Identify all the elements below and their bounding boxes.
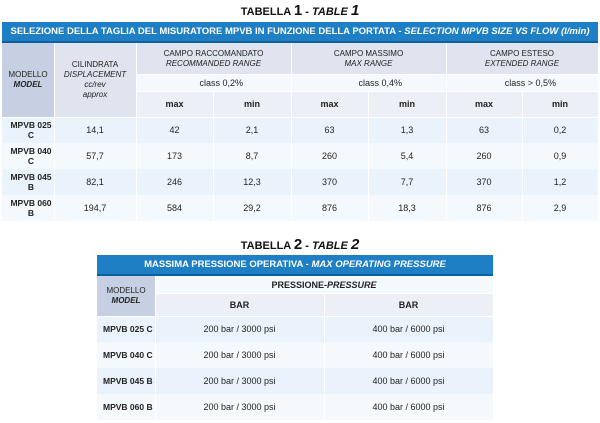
table1-class-max	[291, 74, 446, 91]
t1-vline	[446, 43, 447, 221]
table2-title-it: TABELLA	[240, 240, 291, 252]
col-rec-max: max	[136, 91, 213, 117]
t1-vline	[522, 91, 523, 221]
table2-pressure-label-en: PRESSURE	[327, 279, 377, 290]
t1-hline	[2, 117, 598, 118]
table1-title-en: TABLE	[312, 6, 348, 18]
table2-header-en: MAX OPERATING PRESSURE	[311, 259, 446, 270]
table1-model-label-it: MODELLO	[8, 70, 48, 79]
table2-cell-p2: 400 bar / 6000 psi	[324, 368, 493, 394]
table1-cell-rec-min: 8,7	[213, 143, 291, 169]
class-recommended-label: class 0,2%	[199, 77, 243, 88]
table1-cell-rec-max: 584	[136, 195, 213, 221]
table2-cell-p1: 200 bar / 3000 psi	[155, 342, 324, 368]
table1-cell-rec-min: 29,2	[213, 195, 291, 221]
table2-model-header	[97, 276, 155, 316]
table2-model-label-en: MODEL	[111, 296, 141, 305]
table1-cell-ext-max: 370	[446, 169, 522, 195]
col-ext-max: max	[446, 91, 522, 117]
table2-title	[0, 236, 600, 253]
table2-col1-header: BAR	[155, 293, 324, 316]
table1-cell-model: MPVB 040 C	[2, 143, 54, 169]
table1-disp-label-en: DISPLACEMENT	[63, 70, 127, 79]
table2-model-label-it: MODELLO	[106, 286, 146, 295]
group-max-label-it: CAMPO MASSIMO	[333, 48, 404, 58]
t2-hline	[97, 316, 493, 317]
table2-cell-p1: 200 bar / 3000 psi	[155, 394, 324, 420]
group-recommended-label-en: RECOMMANDED RANGE	[165, 58, 262, 68]
table1-header-it: SELEZIONE DELLA TAGLIA DEL MISURATORE MPVB IN FUNZIONE DELLA PORTATA	[10, 26, 396, 37]
table2-title-num: 2	[293, 236, 303, 253]
table1-title-it: TABELLA	[240, 6, 291, 18]
table1-cell-ext-min: 0,9	[522, 143, 598, 169]
t2-hline	[155, 293, 493, 294]
table1-model-label-en: MODEL	[13, 80, 43, 89]
table1-displacement-header	[54, 43, 136, 117]
table1-cell-mx-max: 370	[291, 169, 368, 195]
t1-vline	[213, 91, 214, 221]
t1-vline	[54, 43, 55, 221]
group-extended-label-it: CAMPO ESTESO	[489, 48, 554, 58]
table1-cell-model: MPVB 045 B	[2, 169, 54, 195]
t1-vline	[291, 43, 292, 221]
table1-cell-mx-min: 5,4	[368, 143, 446, 169]
table1-title-sep: -	[302, 6, 313, 18]
table2-pressure-header	[155, 276, 493, 293]
table1-group-recommended	[136, 43, 291, 74]
table1-cell-ext-min: 2,9	[522, 195, 598, 221]
t2-vline	[324, 293, 325, 420]
t1-vline	[136, 43, 137, 221]
table1-cell-disp: 82,1	[54, 169, 136, 195]
table1-cell-disp: 57,7	[54, 143, 136, 169]
table1-model-header	[2, 43, 54, 117]
table1-cell-mx-max: 63	[291, 117, 368, 143]
col-max-max: max	[291, 91, 368, 117]
table2-title-num-en: 2	[350, 236, 360, 253]
table2-cell-p2: 400 bar / 6000 psi	[324, 342, 493, 368]
table1-cell-ext-min: 0,2	[522, 117, 598, 143]
table1-cell-mx-min: 7,7	[368, 169, 446, 195]
table2-cell-model: MPVB 045 B	[97, 368, 155, 394]
table1-cell-ext-max: 260	[446, 143, 522, 169]
table2-cell-p2: 400 bar / 6000 psi	[324, 394, 493, 420]
table1-group-max	[291, 43, 446, 74]
t2-vline	[155, 276, 156, 420]
table2-header-sep: -	[303, 259, 312, 270]
table1-cell-mx-max: 876	[291, 195, 368, 221]
table1-cell-model: MPVB 025 C	[2, 117, 54, 143]
table1-cell-disp: 14,1	[54, 117, 136, 143]
table2-cell-p1: 200 bar / 3000 psi	[155, 368, 324, 394]
table1-title-num-en: 1	[350, 2, 360, 19]
table2-pressure-label-it: PRESSIONE	[271, 279, 324, 290]
t1-hline	[136, 74, 598, 75]
table2-cell-model: MPVB 040 C	[97, 342, 155, 368]
table1-cell-mx-max: 260	[291, 143, 368, 169]
table1-cell-mx-min: 1,3	[368, 117, 446, 143]
col-ext-min: min	[522, 91, 598, 117]
col-rec-min: min	[213, 91, 291, 117]
table1-class-extended	[446, 74, 598, 91]
table1-disp-unit: cc/rev	[84, 80, 106, 89]
class-max-label: class 0,4%	[358, 77, 402, 88]
table1-cell-mx-min: 18,3	[368, 195, 446, 221]
table1-header-bar: SELEZIONE DELLA TAGLIA DEL MISURATORE MPVB IN FUNZIONE DELLA PORTATA - SELECTION MPVB SIZE VS FLOW (l/min)	[2, 22, 598, 43]
table1-cell-rec-max: 246	[136, 169, 213, 195]
t1-vline	[368, 91, 369, 221]
table1-cell-rec-min: 2,1	[213, 117, 291, 143]
table1-cell-ext-min: 1,2	[522, 169, 598, 195]
table1-disp-note: approx	[82, 90, 108, 99]
table2-title-sep: -	[302, 240, 313, 252]
table2-col2-header: BAR	[324, 293, 493, 316]
table1-cell-rec-max: 42	[136, 117, 213, 143]
t1-hline	[136, 91, 598, 92]
table1-class-recommended	[136, 74, 291, 91]
table1-disp-label-it: CILINDRATA	[71, 60, 119, 69]
group-recommended-label-it: CAMPO RACCOMANDATO	[163, 48, 264, 58]
table2-cell-model: MPVB 060 B	[97, 394, 155, 420]
table1-cell-rec-min: 12,3	[213, 169, 291, 195]
col-max-min: min	[368, 91, 446, 117]
table1-cell-model: MPVB 060 B	[2, 195, 54, 221]
group-max-label-en: MAX RANGE	[344, 58, 393, 68]
table2-pressure-sep: -	[324, 279, 327, 290]
table1-cell-ext-max: 876	[446, 195, 522, 221]
table1-title	[0, 2, 600, 19]
table2-cell-p1: 200 bar / 3000 psi	[155, 316, 324, 342]
table2-header-it: MASSIMA PRESSIONE OPERATIVA	[144, 259, 303, 270]
table1-group-extended	[446, 43, 598, 74]
table1-cell-rec-max: 173	[136, 143, 213, 169]
table1-cell-disp: 194,7	[54, 195, 136, 221]
table2-title-en: TABLE	[312, 240, 348, 252]
table1-title-num: 1	[293, 2, 303, 19]
table1-cell-ext-max: 63	[446, 117, 522, 143]
group-extended-label-en: EXTENDED RANGE	[484, 58, 560, 68]
table2-cell-p2: 400 bar / 6000 psi	[324, 316, 493, 342]
class-extended-label: class > 0,5%	[504, 77, 556, 88]
table2-cell-model: MPVB 025 C	[97, 316, 155, 342]
table1-header-en: SELECTION MPVB SIZE VS FLOW (l/min)	[404, 26, 590, 37]
table2-header-bar	[97, 255, 493, 276]
